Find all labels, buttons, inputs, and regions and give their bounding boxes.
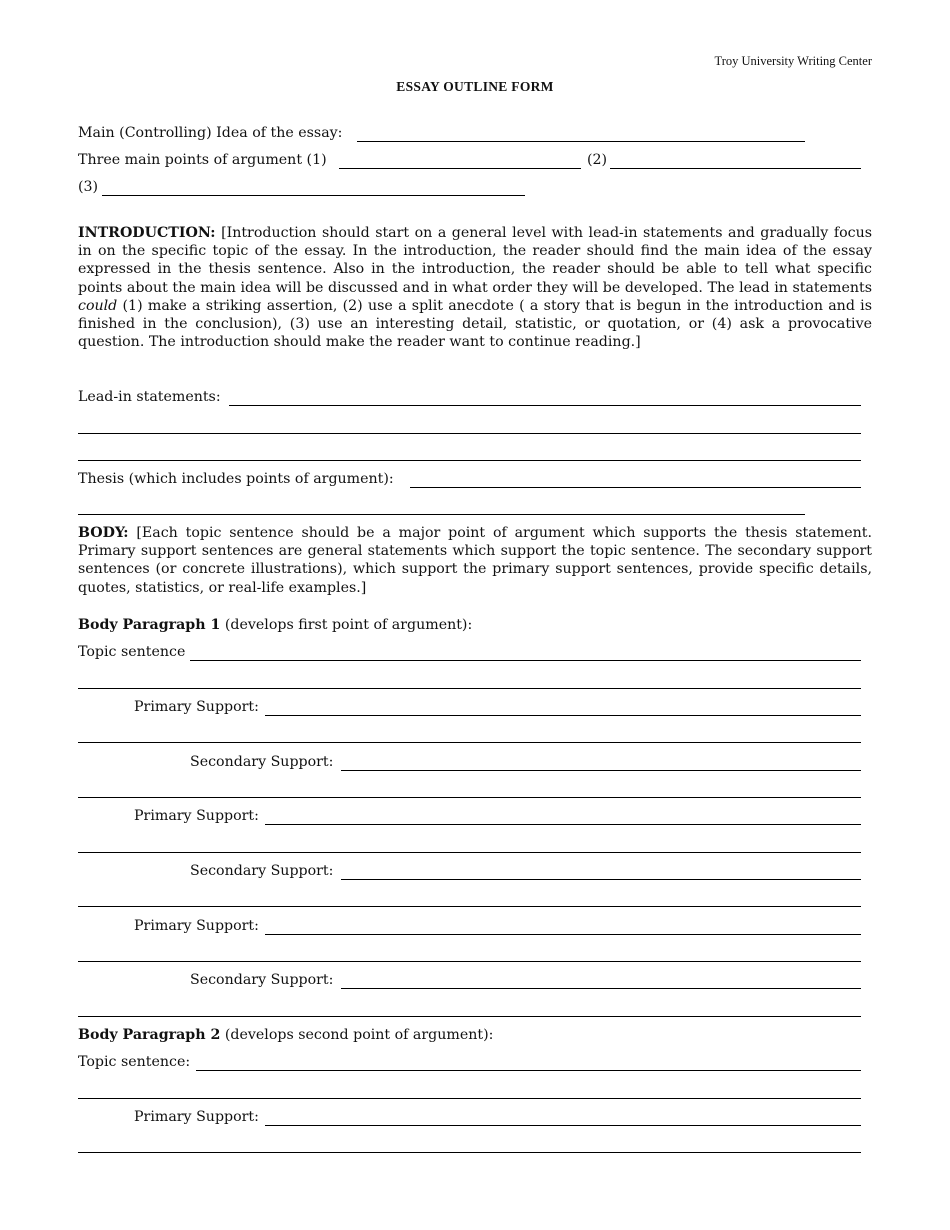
p1-topic-field-1[interactable] bbox=[190, 660, 861, 661]
point-3-label: (3) bbox=[78, 179, 99, 195]
p1-secondary-2-field-1[interactable] bbox=[341, 879, 861, 880]
organization-name: Troy University Writing Center bbox=[714, 54, 872, 68]
p1-primary-1-field-1[interactable] bbox=[265, 715, 861, 716]
p1-primary-2-field-2[interactable] bbox=[78, 852, 861, 853]
introduction-emphasis: could bbox=[78, 297, 118, 314]
p2-topic-field-1[interactable] bbox=[196, 1070, 861, 1071]
body-paragraph-2-subtitle: (develops second point of argument): bbox=[220, 1027, 494, 1043]
body-paragraph-2-heading bbox=[78, 1026, 493, 1044]
p1-primary-2-label: Primary Support: bbox=[134, 808, 259, 824]
main-idea-label: Main (Controlling) Idea of the essay: bbox=[78, 125, 343, 141]
lead-in-field-2[interactable] bbox=[78, 433, 861, 434]
p2-topic-field-2[interactable] bbox=[78, 1098, 861, 1099]
p1-secondary-1-field-2[interactable] bbox=[78, 797, 861, 798]
p1-secondary-3-label: Secondary Support: bbox=[190, 972, 334, 988]
lead-in-label: Lead-in statements: bbox=[78, 389, 221, 405]
main-idea-field[interactable] bbox=[357, 141, 805, 142]
point-2-field[interactable] bbox=[610, 168, 861, 169]
p1-primary-3-field-1[interactable] bbox=[265, 934, 861, 935]
p1-topic-field-2[interactable] bbox=[78, 688, 861, 689]
body-text: [Each topic sentence should be a major point of argument which supports the thesis statement. Primary support sentences are general statements which support the topic sentence. The secondary support sentences (or concrete illustrations), which support the primary support sentences, provide specific details, quotes, statistics, or real-life examples.] bbox=[78, 525, 872, 596]
p1-secondary-3-field-2[interactable] bbox=[78, 1016, 861, 1017]
p1-primary-3-field-2[interactable] bbox=[78, 961, 861, 962]
point-3-field[interactable] bbox=[102, 195, 525, 196]
introduction-text-part1: [Introduction should start on a general level with lead-in statements and gradually focus in on the specific topic of the essay. In the introduction, the reader should find the main idea of the essay expressed in the thesis sentence. Also in the introduction, the reader should be able to tell what specific points about the main idea will be discussed and in what order they will be developed. The lead in statements bbox=[78, 225, 872, 296]
p1-primary-2-field-1[interactable] bbox=[265, 824, 861, 825]
p1-primary-3-label: Primary Support: bbox=[134, 918, 259, 934]
introduction-text-part2: (1) make a striking assertion, (2) use a split anecdote ( a story that is begun in the introduction and is finished in the conclusion), (3) use an interesting detail, statistic, or quotation, or (4) ask a provocative question. The introduction should make the reader want to continue reading.] bbox=[78, 297, 872, 351]
body-instructions bbox=[78, 524, 872, 597]
body-heading: BODY: bbox=[78, 525, 129, 541]
p1-topic-label: Topic sentence bbox=[78, 644, 186, 660]
body-paragraph-2-title: Body Paragraph 2 bbox=[78, 1027, 221, 1043]
form-title: ESSAY OUTLINE FORM bbox=[396, 79, 554, 94]
point-2-label: (2) bbox=[587, 152, 608, 168]
p1-secondary-1-field-1[interactable] bbox=[341, 770, 861, 771]
three-points-label: Three main points of argument (1) bbox=[78, 152, 327, 168]
p1-primary-1-field-2[interactable] bbox=[78, 742, 861, 743]
thesis-field-1[interactable] bbox=[410, 487, 861, 488]
p1-primary-1-label: Primary Support: bbox=[134, 699, 259, 715]
p1-secondary-3-field-1[interactable] bbox=[341, 988, 861, 989]
p1-secondary-1-label: Secondary Support: bbox=[190, 754, 334, 770]
body-paragraph-1-subtitle: (develops first point of argument): bbox=[220, 617, 473, 633]
thesis-label: Thesis (which includes points of argument): bbox=[78, 471, 394, 487]
p1-secondary-2-field-2[interactable] bbox=[78, 906, 861, 907]
p2-topic-label: Topic sentence: bbox=[78, 1054, 191, 1070]
p2-primary-1-label: Primary Support: bbox=[134, 1109, 259, 1125]
introduction-heading: INTRODUCTION: bbox=[78, 225, 216, 241]
p2-primary-1-field-1[interactable] bbox=[265, 1125, 861, 1126]
body-paragraph-1-heading bbox=[78, 616, 472, 634]
thesis-field-2[interactable] bbox=[78, 514, 805, 515]
p2-primary-1-field-2[interactable] bbox=[78, 1152, 861, 1153]
lead-in-field-1[interactable] bbox=[229, 405, 861, 406]
p1-secondary-2-label: Secondary Support: bbox=[190, 863, 334, 879]
lead-in-field-3[interactable] bbox=[78, 460, 861, 461]
point-1-field[interactable] bbox=[339, 168, 581, 169]
introduction-instructions bbox=[78, 224, 872, 351]
body-paragraph-1-title: Body Paragraph 1 bbox=[78, 617, 221, 633]
